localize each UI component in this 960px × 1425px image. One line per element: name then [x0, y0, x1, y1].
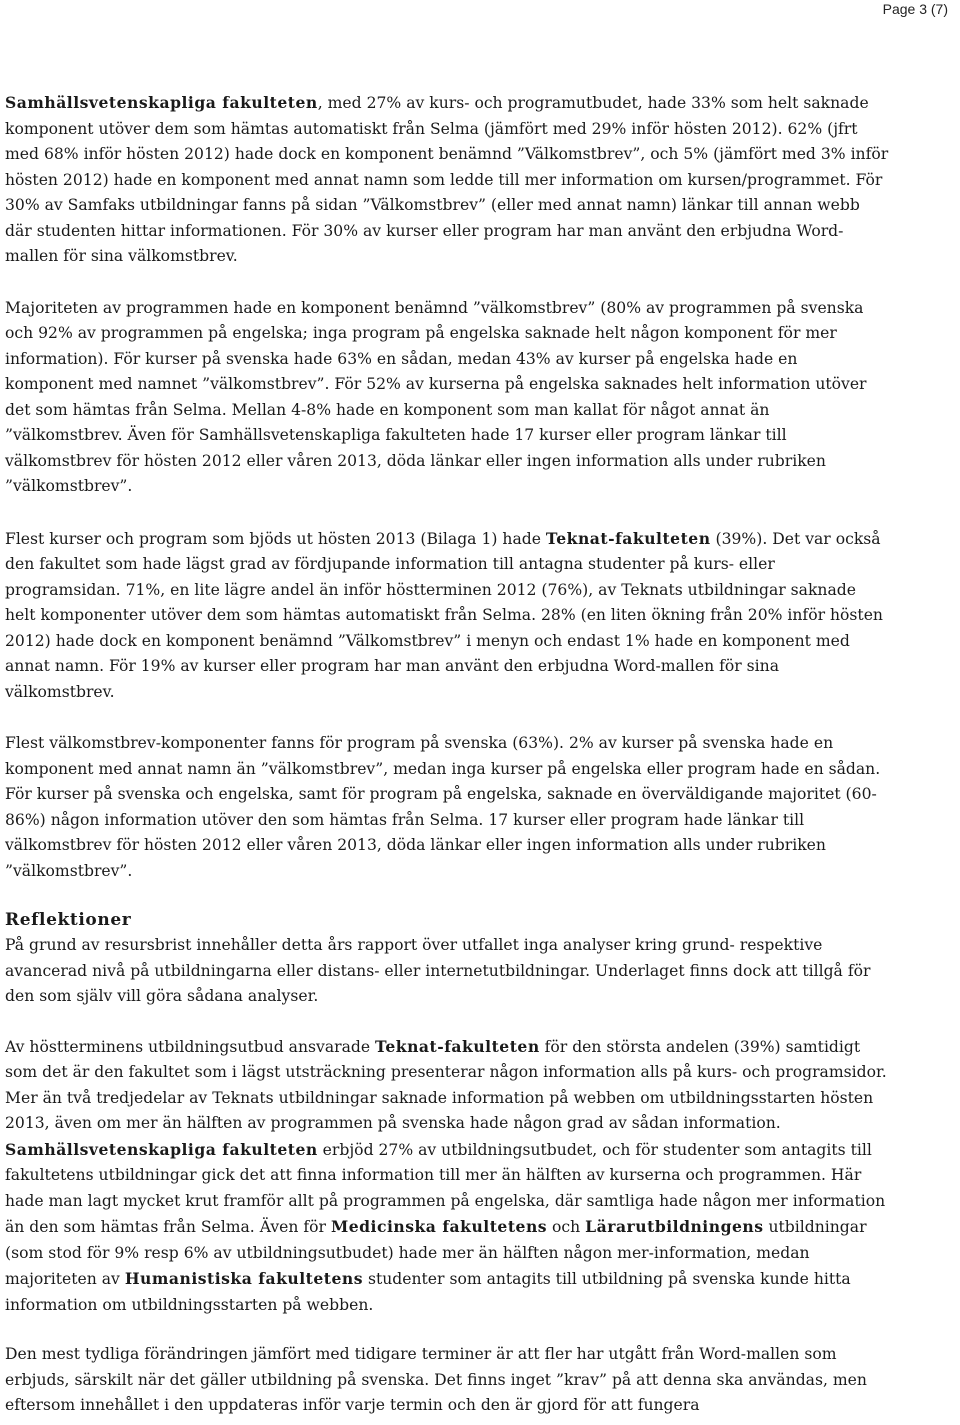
- paragraph-text: erbjöd 27% av utbildningsutbudet, och för studenter som antagits till fakultetens utbildningar gick det att finna information till mer än hälften av kurserna och programmen. Här hade man lagt mycket krut framför allt på programmen på engelska, där samtliga hade någon mer information än den som hämtas från Selma. Även för: [5, 1140, 886, 1236]
- paragraph-text: studenter som antagits till utbildning på svenska kunde hitta information om utbildningsstarten på webben.: [5, 1270, 851, 1314]
- paragraph-text: (39%). Det var också den fakultet som hade lägst grad av fördjupande information till antagna studenter på kurs- eller programsidan. 71%, en lite lägre andel än inför höstterminen 2012 (76%), av Teknats utbildningar saknade helt komponenter utöver dem som hämtas automatiskt från Selma. 28% (en liten ökning från 20% inför hösten 2012) hade dock en komponent benämnd ”Välkomstbrev” i menyn och endast 1% hade en komponent med annat namn. För 19% av kurser eller program har man använt den erbjudna Word-mallen för sina välkomstbrev.: [5, 529, 883, 701]
- paragraph-text: utbildningar (som stod för 9% resp 6% av utbildningsutbudet) hade mer än hälften någon mer-information, medan majoriteten av: [5, 1218, 867, 1288]
- paragraph-text: , med 27% av kurs- och programutbudet, hade 33% som helt saknade komponent utöver dem som hämtas automatiskt från Selma (jämfört med 29% inför hösten 2012). 62% (jfrt med 68% inför hösten 2012) hade dock en komponent benämnd ”Välkomstbrev”, och 5% (jämfört med 3% inför hösten 2012) hade en komponent med annat namn som ledde till mer information om kursen/programmet. För 30% av Samfaks utbildningar fanns på sidan ”Välkomstbrev” (eller med annat namn) länkar till annan webb där studenten hittar informationen. För 30% av kurser eller program har man använt den erbjudna Word-mallen för sina välkomstbrev.: [5, 94, 889, 265]
- paragraph-word-template: [5, 1342, 890, 1419]
- faculty-name-bold: Humanistiska fakultetens: [124, 1269, 364, 1288]
- paragraph-text: och: [547, 1218, 586, 1236]
- faculty-name-bold: Teknat-fakulteten: [375, 1036, 540, 1056]
- faculty-name-bold: Samhällsvetenskapliga fakulteten: [5, 93, 318, 112]
- paragraph-faculty-summary: [5, 1034, 890, 1319]
- paragraph-text: Flest välkomstbrev-komponenter fanns för program på svenska (63%). 2% av kurser på svenska hade en komponent med annat namn än ”välkomstbrev”, medan inga kurser på engelska eller program hade en sådan. För kurser på svenska och engelska, samt för program på engelska, saknade en överväldigande majoritet (60-86%) någon information utöver den som hämtas från Selma. 17 kurser eller program hade länkar till välkomstbrev för hösten 2012 eller våren 2013, döda länkar eller ingen information alls under rubriken ”välkomstbrev”.: [5, 734, 881, 880]
- paragraph-text: Av höstterminens utbildningsutbud ansvarade: [5, 1037, 376, 1056]
- document-body: [5, 90, 890, 1419]
- paragraph-text: för den största andelen (39%) samtidigt som det är den fakultet som i lägst utsträckning presenterar någon information alls på kurs- och programsidor. Mer än två tredjedelar av Teknats utbildningar saknade information på webben om utbildningsstarten hösten 2013, även om mer än hälften av programmen på svenska hade någon grad av sådan information.: [5, 1037, 887, 1132]
- page-number: Page 3 (7): [882, 1, 948, 17]
- faculty-name-bold: Samhällsvetenskapliga fakulteten: [5, 1139, 318, 1159]
- paragraph-text: På grund av resursbrist innehåller detta års rapport över utfallet inga analyser kring grund- respektive avancerad nivå på utbildningarna eller distans- eller internetutbildningar. Underlaget finns dock att tillgå för den som själv vill göra sådana analyser.: [5, 936, 871, 1005]
- faculty-name-bold: Teknat-fakulteten: [545, 528, 711, 548]
- paragraph-resources: [5, 933, 890, 1010]
- paragraph-text: Flest kurser och program som bjöds ut hösten 2013 (Bilaga 1) hade: [5, 529, 546, 548]
- paragraph-text: Den mest tydliga förändringen jämfört med tidigare terminer är att fler har utgått från Word-mallen som erbjuds, särskilt när det gäller utbildning på svenska. Det finns inget ”krav” på att denna ska användas, men eftersom innehållet i den uppdateras inför varje termin och den är gjord för att fungera: [5, 1345, 867, 1414]
- paragraph-samfak: [5, 90, 890, 270]
- paragraph-majority: [5, 296, 890, 500]
- faculty-name-bold: Medicinska fakultetens: [330, 1217, 548, 1236]
- paragraph-text: Majoriteten av programmen hade en komponent benämnd ”välkomstbrev” (80% av programmen på svenska och 92% av programmen på engelska; inga program på engelska saknade helt någon komponent för mer information). För kurser på svenska hade 63% en sådan, medan 43% av kurser på engelska hade en komponent med namnet ”välkomstbrev”. För 52% av kurserna på engelska saknades helt information utöver det som hämtas från Selma. Mellan 4-8% hade en komponent som man kallat för något annat än ”välkomstbrev. Även för Samhällsvetenskapliga fakulteten hade 17 kurser eller program länkar till välkomstbrev för hösten 2012 eller våren 2013, döda länkar eller ingen information alls under rubriken ”välkomstbrev”.: [5, 298, 867, 495]
- paragraph-teknat: [5, 526, 890, 706]
- section-heading-reflections: Reflektioner: [5, 910, 132, 930]
- faculty-name-bold: Lärarutbildningens: [585, 1217, 764, 1236]
- paragraph-welcome-letters: [5, 731, 890, 884]
